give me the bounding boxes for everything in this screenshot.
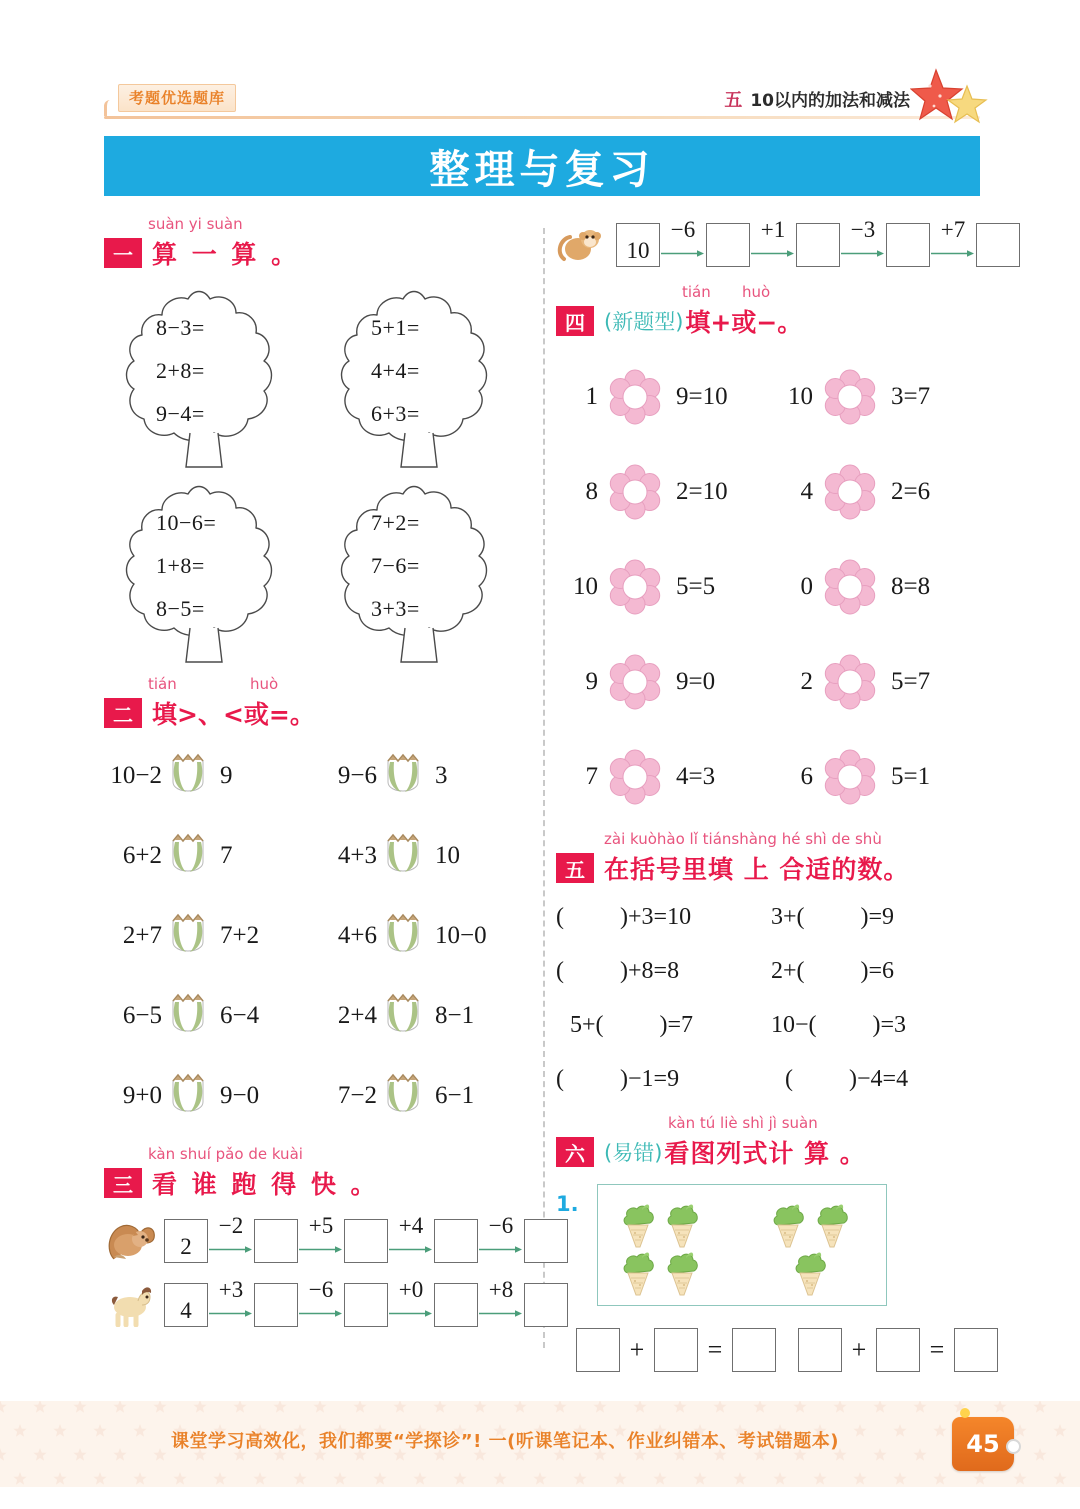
header-rule [104, 116, 980, 119]
paren-equation[interactable] [556, 1060, 771, 1098]
comparison-left: 6+2 [122, 842, 162, 869]
chain-list-left [104, 1215, 534, 1327]
answer-box[interactable] [954, 1328, 998, 1372]
answer-box[interactable] [798, 1328, 842, 1372]
compare-grid [104, 743, 534, 1129]
page-title: 整理与复习 [429, 146, 655, 193]
flower-right-expression: 9=10 [676, 382, 728, 410]
arrow-right-icon [931, 249, 975, 258]
comparison-item [104, 1063, 319, 1129]
chain-boxes [164, 1277, 568, 1327]
chain-answer-box[interactable] [344, 1283, 388, 1327]
tree-equation[interactable]: 6+3= [371, 401, 420, 426]
section-six-tag: (易错) [604, 1141, 663, 1165]
page-number-badge [952, 1417, 1014, 1471]
answer-box[interactable] [576, 1328, 620, 1372]
chain-operator: −6 [308, 1277, 334, 1302]
paren-equation[interactable] [556, 952, 771, 990]
flower-blank-icon[interactable] [819, 462, 881, 522]
comparison-right: 10−0 [435, 922, 487, 949]
flower-right-expression: 2=6 [891, 477, 931, 505]
paren-suffix: )+8=8 [620, 957, 680, 984]
answer-row [576, 1328, 986, 1372]
flower-left-operand: 0 [800, 572, 813, 600]
arrow-right-icon [841, 249, 885, 258]
comparison-cup-icon[interactable] [381, 992, 425, 1040]
paren-suffix: )=7 [659, 1011, 694, 1038]
chain-operator: +4 [398, 1213, 424, 1238]
answer-symbol: = [707, 1335, 723, 1364]
flower-right-expression: 9=0 [676, 667, 716, 695]
comparison-cup-icon[interactable] [381, 832, 425, 880]
section-five-heading [556, 830, 986, 886]
horse-icon [104, 1279, 156, 1327]
arrow-right-icon [389, 1245, 433, 1254]
chain-start-box: 4 [164, 1283, 208, 1327]
chain-operator: +1 [760, 217, 786, 242]
ice-cream-icon [810, 1199, 854, 1249]
flower-right-expression: 8=8 [891, 572, 931, 600]
flower-left-operand: 6 [800, 762, 813, 790]
chain-operator-wrap [208, 1213, 254, 1263]
answer-symbol: + [851, 1335, 867, 1364]
chain-start-box: 2 [164, 1219, 208, 1263]
answer-symbol: = [929, 1335, 945, 1364]
comparison-item [319, 1063, 534, 1129]
arrow-right-icon [209, 1245, 253, 1254]
chain-answer-box[interactable] [344, 1219, 388, 1263]
ice-cream-icon [660, 1247, 704, 1297]
column-divider [543, 228, 545, 1348]
unit-label [724, 86, 910, 112]
chain-operator: −2 [218, 1213, 244, 1238]
ice-cream-icon [616, 1199, 660, 1249]
comparison-item [319, 903, 534, 969]
paren-equation[interactable] [556, 1006, 771, 1044]
paren-equation[interactable] [556, 898, 771, 936]
comparison-right: 7 [220, 842, 233, 869]
chain-operator-wrap [298, 1277, 344, 1327]
chain-boxes [164, 1213, 568, 1263]
chain-operator: −6 [670, 217, 696, 242]
paren-suffix: )+3=10 [620, 903, 692, 930]
comparison-item [104, 903, 319, 969]
section-one [104, 215, 534, 671]
tree-problem [104, 476, 319, 671]
page-title-banner [104, 136, 980, 196]
tree-grid [104, 281, 534, 671]
flower-grid [556, 353, 986, 820]
paren-equation[interactable] [771, 1060, 986, 1098]
tree-equation[interactable]: 2+8= [156, 358, 205, 383]
paren-prefix: 3+( [771, 903, 805, 930]
section-one-pinyin: suàn yi suàn [148, 215, 243, 233]
section-five-number: 五 [556, 853, 594, 883]
page-footer [0, 1379, 1080, 1509]
flower-left-operand: 10 [573, 572, 598, 600]
section-three-pinyin: kàn shuí pǎo de kuài [148, 1145, 303, 1163]
tree-equations [156, 315, 286, 427]
comparison-right: 8−1 [435, 1002, 475, 1029]
squirrel-icon [104, 1215, 156, 1263]
chain-answer-box[interactable] [796, 223, 840, 267]
problem-number: 1. [556, 1192, 579, 1216]
comparison-item [319, 983, 534, 1049]
flower-item [556, 448, 771, 535]
brand-label: 考题优选题库 [118, 84, 236, 112]
section-two-pinyin-right: huò [250, 675, 279, 693]
chain-operator: +7 [940, 217, 966, 242]
flower-blank-icon[interactable] [604, 557, 666, 617]
flower-left-operand: 7 [585, 762, 598, 790]
comparison-left: 7−2 [337, 1082, 377, 1109]
chain-operator-wrap [930, 217, 976, 267]
paren-prefix: ( [556, 903, 564, 930]
comparison-right: 9−0 [220, 1082, 260, 1109]
flower-right-expression: 2=10 [676, 477, 728, 505]
tree-equation[interactable]: 5+1= [371, 315, 420, 340]
comparison-left: 9−6 [337, 762, 377, 789]
answer-box[interactable] [876, 1328, 920, 1372]
chain-operator-wrap [298, 1213, 344, 1263]
monkey-chain [556, 219, 986, 267]
section-three [104, 1145, 534, 1327]
arrow-right-icon [299, 1245, 343, 1254]
section-four-number: 四 [556, 306, 594, 336]
section-five-title: 在括号里填 上 合适的数。 [604, 855, 910, 884]
chain-operator-wrap [750, 217, 796, 267]
chain-operator: +5 [308, 1213, 334, 1238]
chain-operator-wrap [478, 1213, 524, 1263]
comparison-left: 2+4 [337, 1002, 377, 1029]
section-three-number: 三 [104, 1168, 142, 1198]
section-one-title: 算 一 算 。 [152, 240, 300, 269]
chain-operator: −3 [850, 217, 876, 242]
comparison-item [104, 983, 319, 1049]
ice-cream-right [766, 1199, 810, 1249]
section-four-title: 填+或−。 [685, 308, 803, 337]
comparison-item [319, 823, 534, 889]
chain-answer-box[interactable] [254, 1283, 298, 1327]
section-five-pinyin: zài kuòhào lǐ tiánshàng hé shì de shù [604, 830, 882, 848]
star-icon [910, 66, 990, 126]
answer-box[interactable] [654, 1328, 698, 1372]
flower-left-operand: 9 [585, 667, 598, 695]
flower-blank-icon[interactable] [819, 367, 881, 427]
tree-equation[interactable]: 4+4= [371, 358, 420, 383]
flower-left-operand: 8 [585, 477, 598, 505]
flower-right-expression: 4=3 [676, 762, 716, 790]
paren-prefix: 10−( [771, 1011, 817, 1038]
arrow-right-icon [479, 1309, 523, 1318]
section-one-heading [104, 215, 534, 271]
section-two-number: 二 [104, 698, 142, 728]
arrow-right-icon [299, 1309, 343, 1318]
comparison-cup-icon[interactable] [166, 1072, 210, 1120]
comparison-cup-icon[interactable] [166, 752, 210, 800]
section-four-tag: (新题型) [604, 310, 684, 334]
comparison-item [319, 743, 534, 809]
flower-item [556, 353, 771, 440]
section-two [104, 675, 534, 1129]
ice-cream-left [660, 1247, 704, 1297]
comparison-cup-icon[interactable] [166, 832, 210, 880]
ice-cream-picture-box [597, 1184, 887, 1306]
ice-cream-icon [616, 1247, 660, 1297]
comparison-cup-icon[interactable] [381, 1072, 425, 1120]
paren-suffix: )=9 [860, 903, 895, 930]
ice-cream-right [788, 1247, 832, 1297]
ice-cream-left [616, 1247, 660, 1297]
flower-right-expression: 3=7 [891, 382, 931, 410]
chain-row [104, 1215, 534, 1263]
chain-row [104, 1279, 534, 1327]
ice-cream-left [660, 1199, 704, 1249]
tree-equation[interactable]: 7+2= [371, 510, 420, 535]
section-six-number: 六 [556, 1137, 594, 1167]
flower-blank-icon[interactable] [604, 652, 666, 712]
tree-problem [319, 281, 534, 476]
tree-problem [319, 476, 534, 671]
ice-cream-icon [766, 1199, 810, 1249]
flower-item [771, 543, 986, 630]
tree-equation[interactable]: 8−5= [156, 596, 205, 621]
comparison-cup-icon[interactable] [166, 912, 210, 960]
chain-answer-box[interactable] [976, 223, 1020, 267]
flower-left-operand: 10 [788, 382, 813, 410]
comparison-left: 6−5 [122, 1002, 162, 1029]
comparison-cup-icon[interactable] [166, 992, 210, 1040]
ice-cream-icon [788, 1247, 832, 1297]
chain-answer-box[interactable] [254, 1219, 298, 1263]
page-number: 45 [966, 1430, 1000, 1458]
comparison-right: 10 [435, 842, 460, 869]
paren-prefix: 5+( [570, 1011, 604, 1038]
arrow-right-icon [389, 1309, 433, 1318]
footer-text: 课堂学习高效化，我们都要“学探诊”! 一(听课笔记本、作业纠错本、考试错题本) [170, 1431, 840, 1452]
chain-answer-box[interactable] [886, 223, 930, 267]
unit-number: 五 [724, 90, 743, 111]
section-five [556, 830, 986, 1098]
flower-item [556, 543, 771, 630]
paren-equation[interactable] [771, 952, 986, 990]
right-column [556, 215, 986, 1372]
paren-suffix: )−4=4 [849, 1065, 909, 1092]
answer-symbol: + [629, 1335, 645, 1364]
comparison-right: 6−4 [220, 1002, 260, 1029]
section-three-heading [104, 1145, 534, 1201]
tree-problem [104, 281, 319, 476]
section-six-pinyin: kàn tú liè shì jì suàn [668, 1114, 818, 1132]
left-column [104, 215, 534, 1343]
comparison-cup-icon[interactable] [381, 752, 425, 800]
paren-equation[interactable] [771, 1006, 986, 1044]
arrow-right-icon [479, 1245, 523, 1254]
comparison-left: 2+7 [122, 922, 162, 949]
section-four-pinyin-left: tián [682, 283, 711, 301]
flower-left-operand: 1 [585, 382, 598, 410]
arrow-right-icon [661, 249, 705, 258]
chain-operator-wrap [478, 1277, 524, 1327]
section-six [556, 1114, 986, 1372]
chain-operator: +3 [218, 1277, 244, 1302]
comparison-item [104, 823, 319, 889]
unit-title: 10以内的加法和减法 [750, 91, 910, 111]
chain-operator-wrap [388, 1213, 434, 1263]
section-six-heading [556, 1114, 986, 1170]
ice-cream-right [810, 1199, 854, 1249]
tree-equations [371, 315, 501, 427]
chain-operator: −6 [488, 1213, 514, 1238]
section-two-title: 填>、<或=。 [152, 700, 315, 729]
chain-operator-wrap [388, 1277, 434, 1327]
chain-operator-wrap [840, 217, 886, 267]
section-four-heading [556, 283, 986, 339]
chain-answer-box[interactable] [434, 1219, 478, 1263]
chain-operator: +8 [488, 1277, 514, 1302]
section-three-title: 看 谁 跑 得 快 。 [152, 1170, 379, 1199]
flower-blank-icon[interactable] [819, 557, 881, 617]
tree-equation[interactable]: 7−6= [371, 553, 420, 578]
monkey-chain-wrap [556, 219, 986, 267]
comparison-item [104, 743, 319, 809]
flower-blank-icon[interactable] [604, 747, 666, 807]
chain-operator-wrap [208, 1277, 254, 1327]
flower-blank-icon[interactable] [604, 367, 666, 427]
tree-equation[interactable]: 10−6= [156, 510, 217, 535]
paren-prefix: ( [785, 1065, 793, 1092]
paren-suffix: )=6 [860, 957, 895, 984]
paren-suffix: )−1=9 [620, 1065, 680, 1092]
chain-answer-box[interactable] [706, 223, 750, 267]
paren-grid [556, 898, 986, 1098]
section-one-number: 一 [104, 238, 142, 268]
flower-right-expression: 5=7 [891, 667, 931, 695]
page-header [0, 0, 1080, 130]
flower-left-operand: 4 [800, 477, 813, 505]
comparison-left: 10−2 [110, 762, 162, 789]
tree-equation[interactable]: 1+8= [156, 553, 205, 578]
comparison-left: 4+6 [337, 922, 377, 949]
chain-operator-wrap [660, 217, 706, 267]
section-two-heading [104, 675, 534, 731]
answer-box[interactable] [732, 1328, 776, 1372]
paren-prefix: ( [556, 957, 564, 984]
comparison-right: 7+2 [220, 922, 260, 949]
comparison-right: 3 [435, 762, 448, 789]
flower-blank-icon[interactable] [604, 462, 666, 522]
tree-equations [156, 510, 286, 622]
comparison-right: 9 [220, 762, 233, 789]
flower-item [771, 733, 986, 820]
paren-suffix: )=3 [872, 1011, 907, 1038]
flower-item [771, 448, 986, 535]
chain-boxes [616, 217, 1020, 267]
comparison-left: 4+3 [337, 842, 377, 869]
paren-equation[interactable] [771, 898, 986, 936]
ice-cream-icon [660, 1199, 704, 1249]
flower-item [556, 638, 771, 725]
chain-operator: +0 [398, 1277, 424, 1302]
tree-equation[interactable]: 9−4= [156, 401, 205, 426]
chain-answer-box[interactable] [434, 1283, 478, 1327]
chain-start-box: 10 [616, 223, 660, 267]
arrow-right-icon [209, 1309, 253, 1318]
section-six-title: 看图列式计 算 。 [664, 1139, 866, 1168]
section-four-pinyin-right: huò [742, 283, 771, 301]
flower-item [556, 733, 771, 820]
comparison-cup-icon[interactable] [381, 912, 425, 960]
flower-left-operand: 2 [800, 667, 813, 695]
comparison-right: 6−1 [435, 1082, 475, 1109]
paren-prefix: 2+( [771, 957, 805, 984]
tree-equation[interactable]: 3+3= [371, 596, 420, 621]
flower-item [771, 638, 986, 725]
arrow-right-icon [751, 249, 795, 258]
section-two-pinyin-left: tián [148, 675, 177, 693]
picture-problem [556, 1184, 986, 1306]
flower-item [771, 353, 986, 440]
ice-cream-left [616, 1199, 660, 1249]
flower-right-expression: 5=5 [676, 572, 716, 600]
tree-equations [371, 510, 501, 622]
flower-blank-icon[interactable] [819, 652, 881, 712]
tree-equation[interactable]: 8−3= [156, 315, 205, 340]
flower-blank-icon[interactable] [819, 747, 881, 807]
paren-prefix: ( [556, 1065, 564, 1092]
comparison-left: 9+0 [122, 1082, 162, 1109]
monkey-icon [556, 219, 608, 267]
flower-right-expression: 5=1 [891, 762, 931, 790]
section-four [556, 283, 986, 820]
